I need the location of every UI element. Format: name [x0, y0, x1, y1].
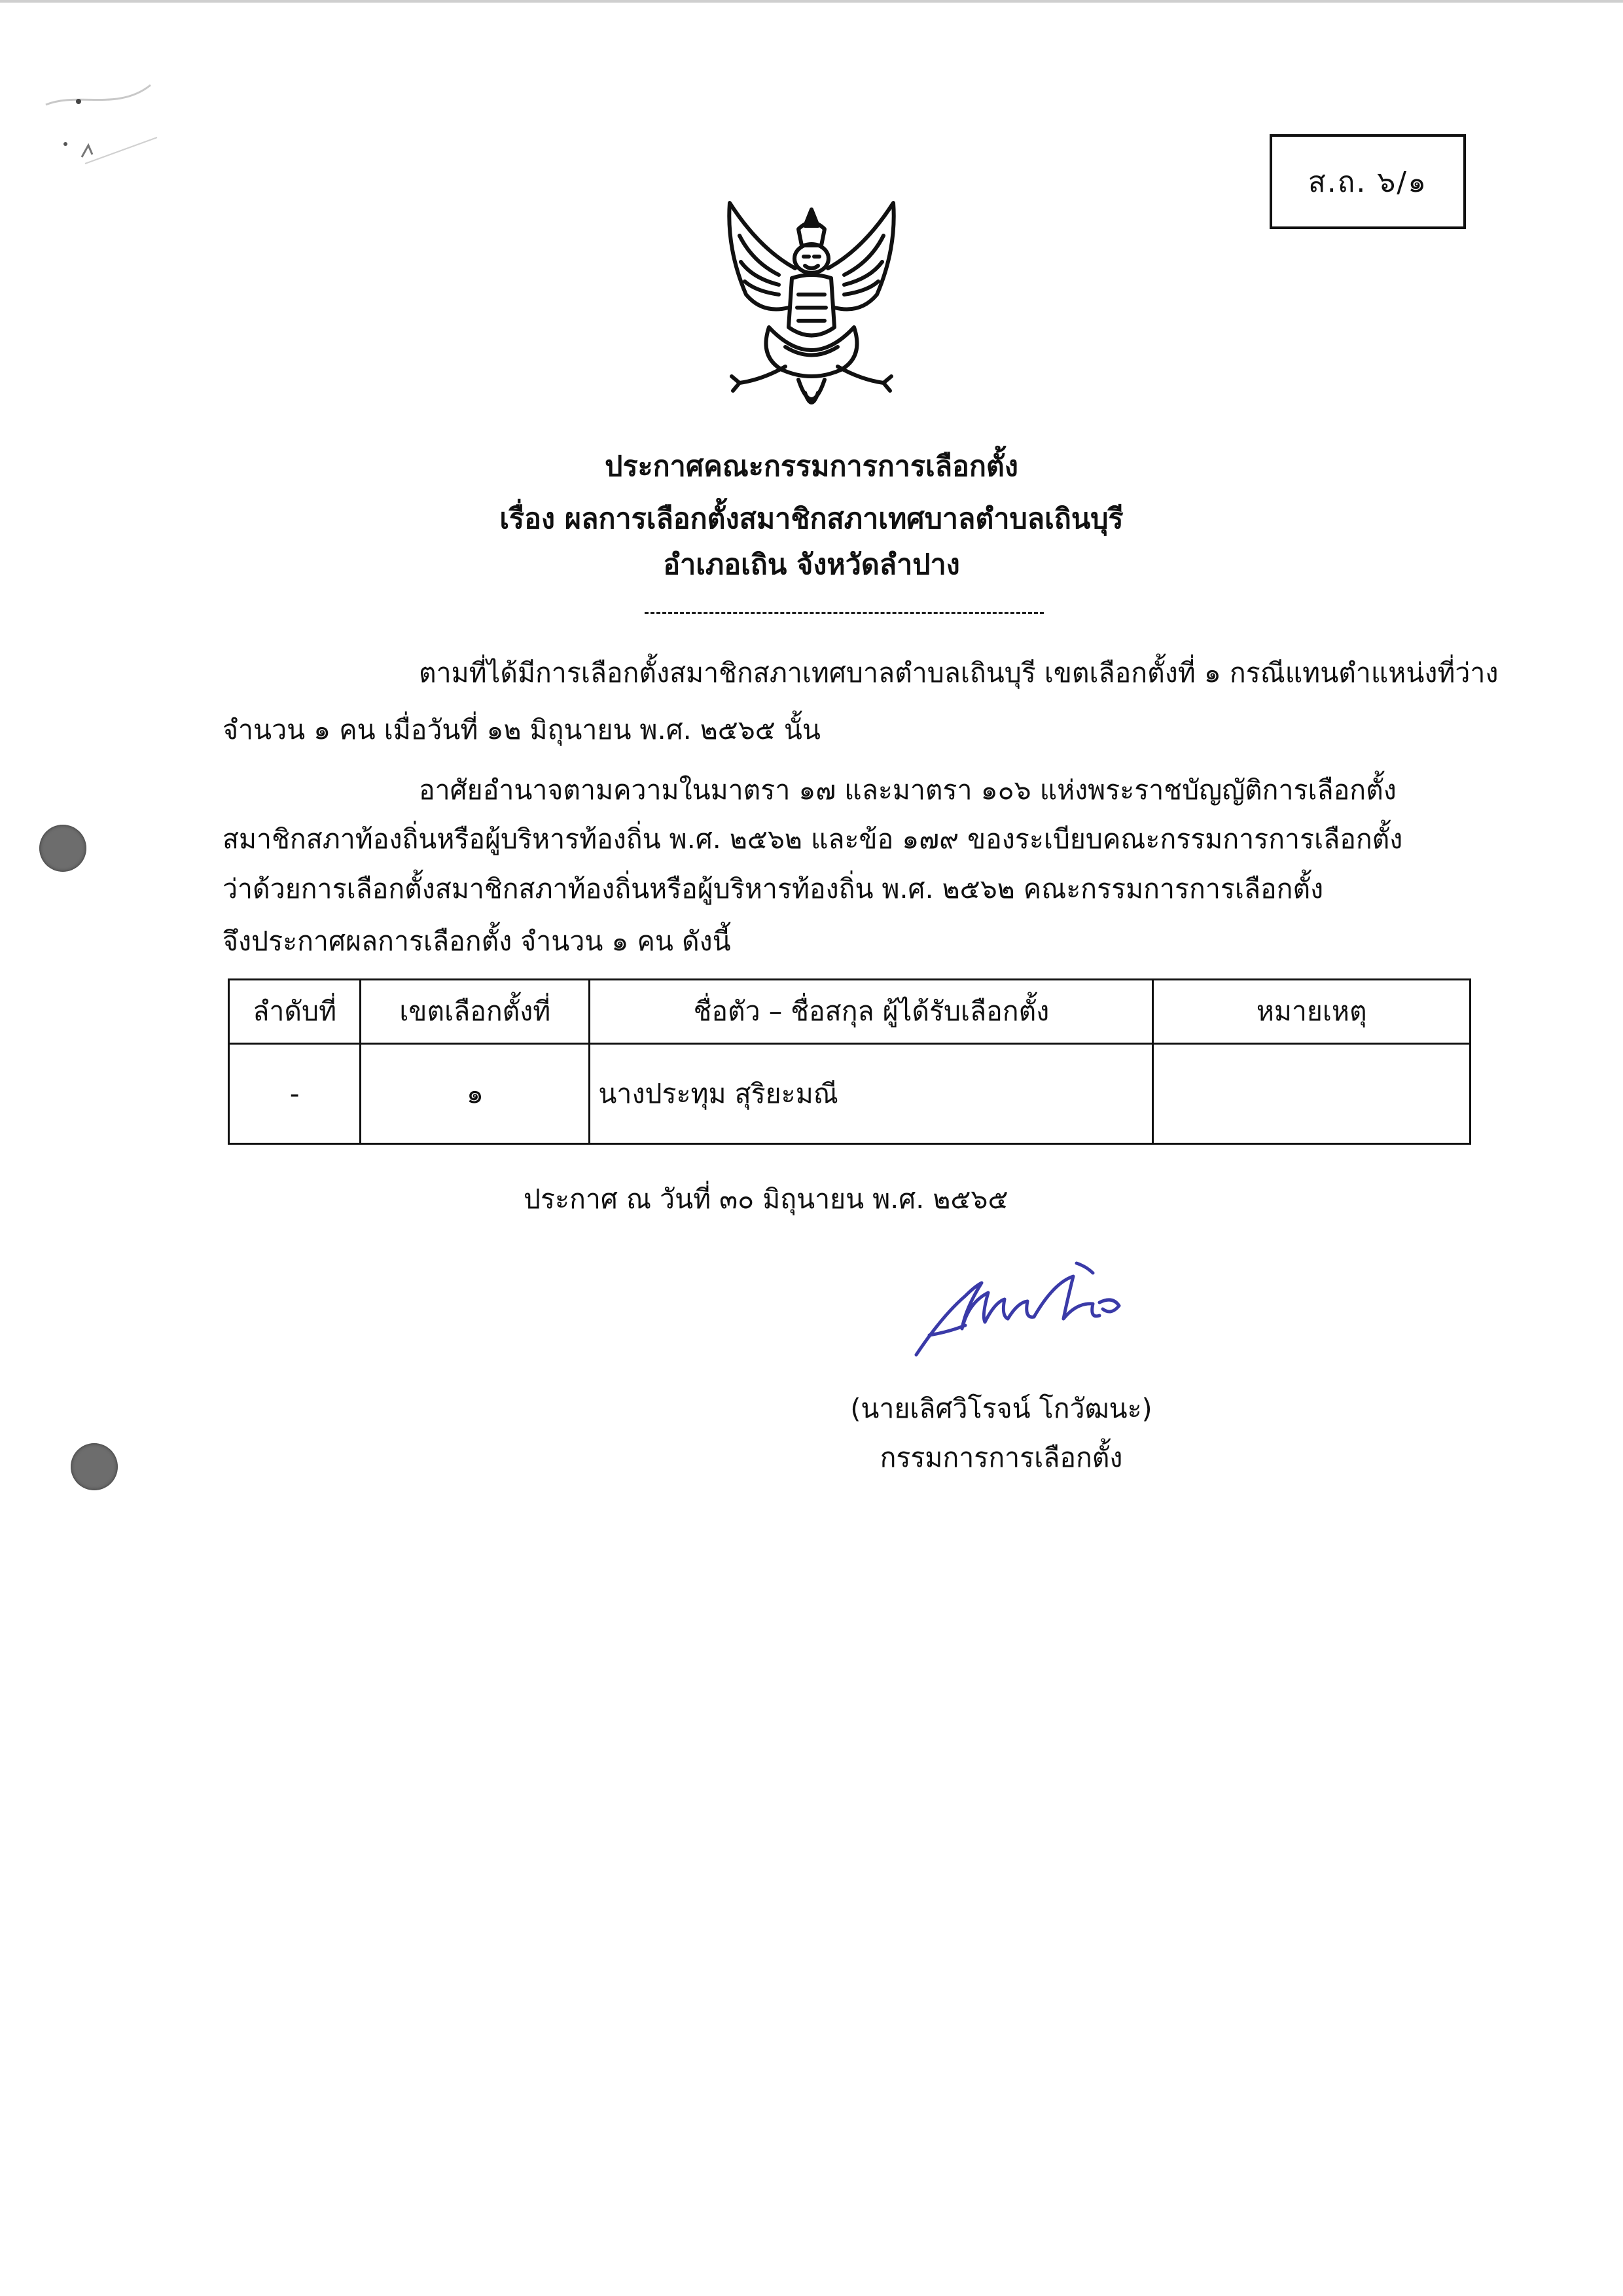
- handwritten-signature: [903, 1257, 1132, 1368]
- signer-title: กรรมการการเลือกตั้ง: [880, 1442, 1123, 1473]
- announcement-heading: ประกาศคณะกรรมการการเลือกตั้ง: [605, 450, 1018, 483]
- announcement-subject: เรื่อง ผลการเลือกตั้งสมาชิกสภาเทศบาลตำบลเถินบุรี: [499, 503, 1124, 535]
- signer-name: (นายเลิศวิโรจน์ โกวัฒนะ): [850, 1393, 1152, 1424]
- paragraph2-line4: จึงประกาศผลการเลือกตั้ง จำนวน ๑ คน ดังนี้: [223, 925, 731, 957]
- header-name: ชื่อตัว – ชื่อสกุล ผู้ได้รับเลือกตั้ง: [590, 980, 1153, 1044]
- table-header-row: [229, 980, 1471, 1044]
- paragraph2-line3: ว่าด้วยการเลือกตั้งสมาชิกสภาท้องถิ่นหรือผู้บริหารท้องถิ่น พ.ศ. ๒๕๖๒ คณะกรรมการการเลือกตั้ง: [223, 873, 1324, 905]
- scan-top-edge: [0, 0, 1623, 3]
- form-number: ส.ถ. ๖/๑: [1308, 165, 1428, 199]
- election-results-table: [228, 978, 1471, 1145]
- cell-elected-name: นางประทุม สุริยะมณี: [590, 1044, 1153, 1144]
- cell-district: ๑: [361, 1044, 590, 1144]
- announcement-date: ประกาศ ณ วันที่ ๓๐ มิถุนายน พ.ศ. ๒๕๖๕: [524, 1183, 1008, 1215]
- cell-order: -: [229, 1044, 361, 1144]
- punch-hole-lower: [71, 1443, 118, 1490]
- header-order: ลำดับที่: [229, 980, 361, 1044]
- paragraph1-line1: ตามที่ได้มีการเลือกตั้งสมาชิกสภาเทศบาลตำบลเถินบุรี เขตเลือกตั้งที่ ๑ กรณีแทนตำแหน่งที่ว่าง: [419, 657, 1499, 689]
- form-number-box: [1270, 134, 1466, 229]
- paragraph1-line2: จำนวน ๑ คน เมื่อวันที่ ๑๒ มิถุนายน พ.ศ. ๒๕๖๕ นั้น: [223, 714, 821, 745]
- header-district: เขตเลือกตั้งที่: [361, 980, 590, 1044]
- title-divider: [645, 612, 1044, 614]
- garuda-emblem-icon: [700, 196, 923, 432]
- paragraph2-line1: อาศัยอำนาจตามความในมาตรา ๑๗ และมาตรา ๑๐๖ แห่งพระราชบัญญัติการเลือกตั้ง: [419, 774, 1397, 806]
- cell-remarks: [1153, 1044, 1471, 1144]
- table-row: [229, 1044, 1471, 1144]
- paragraph2-line2: สมาชิกสภาท้องถิ่นหรือผู้บริหารท้องถิ่น พ.ศ. ๒๕๖๒ และข้อ ๑๗๙ ของระเบียบคณะกรรมการการเลือกตั้ง: [223, 823, 1403, 855]
- header-remarks: หมายเหตุ: [1153, 980, 1471, 1044]
- punch-hole-upper: [39, 825, 86, 872]
- announcement-location: อำเภอเถิน จังหวัดลำปาง: [663, 548, 960, 581]
- scan-smudge: [20, 65, 190, 190]
